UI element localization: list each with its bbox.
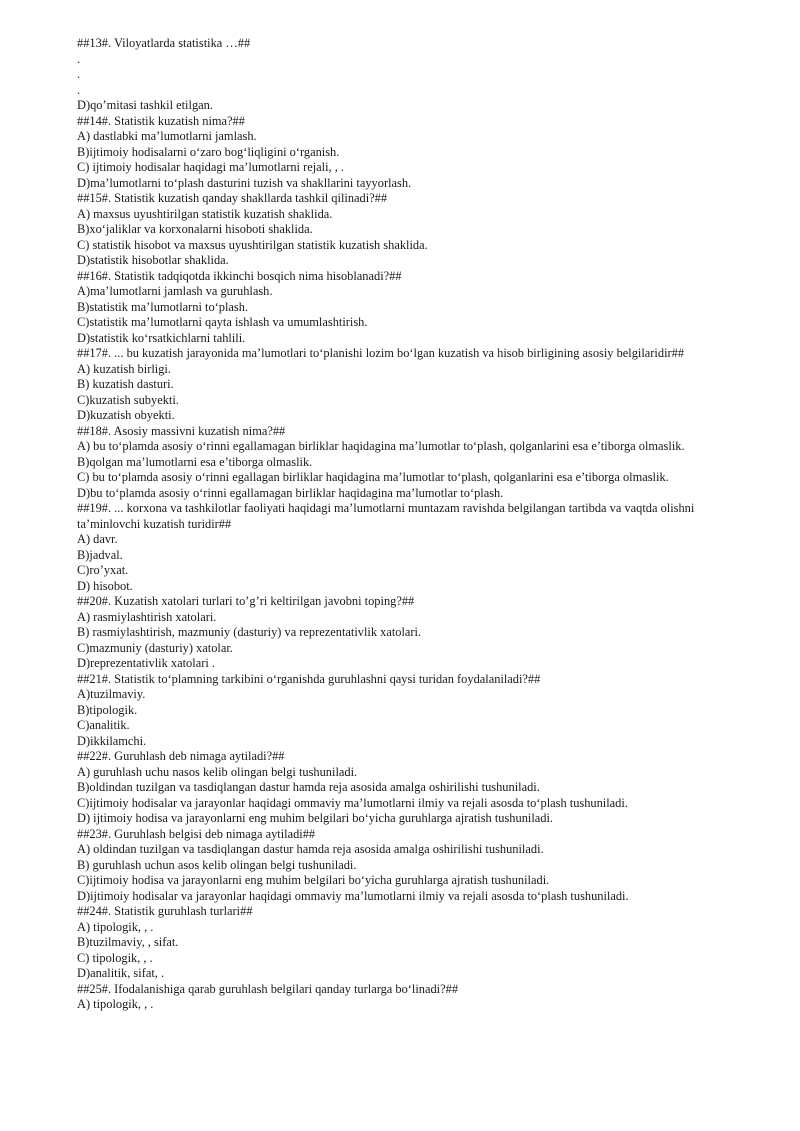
question-heading: ##14#. Statistik kuzatish nima?## [77, 113, 245, 128]
answer-option: B)jadval. [77, 547, 123, 562]
answer-option: B)qolgan ma’lumotlarni esa e’tiborga olmaslik. [77, 454, 313, 469]
question-heading: ##25#. Ifodalanishiga qarab guruhlash belgilari qanday turlarga bo‘linadi?## [77, 981, 459, 996]
answer-option: A)ma’lumotlarni jamlash va guruhlash. [77, 284, 273, 298]
question-heading: ##21#. Statistik to‘plamning tarkibini o‘rganishda guruhlashni qaysi turidan foydalaniladi?## [77, 671, 541, 686]
answer-option: C)ijtimoiy hodisa va jarayonlarni eng muhim belgilari bo‘yicha guruhlarga ajratish tushuniladi. [77, 873, 550, 887]
answer-option: C) bu to‘plamda asosiy o‘rinni egallagan birliklar haqidagina ma’lumotlar to‘plash, qolganlarini esa e’tiborga olmaslik. [77, 470, 669, 484]
answer-option: D)statistik hisobotlar shaklida. [77, 253, 229, 267]
answer-option: B) guruhlash uchun asos kelib olingan belgi tushuniladi. [77, 857, 357, 872]
answer-option: D)ikkilamchi. [77, 733, 147, 748]
answer-option: B)statistik ma’lumotlarni to‘plash. [77, 299, 249, 314]
answer-option: A) kuzatish birligi. [77, 361, 171, 376]
answer-option: B) kuzatish dasturi. [77, 377, 174, 391]
answer-option: D)ma’lumotlarni to‘plash dasturini tuzish va shakllarini tayyorlash. [77, 175, 412, 190]
answer-option: C) ijtimoiy hodisalar haqidagi ma’lumotlarni rejali, , . [77, 160, 345, 174]
ellipsis-dot: . [77, 67, 81, 81]
question-heading: ##22#. Guruhlash deb nimaga aytiladi?## [77, 749, 285, 763]
answer-option: D) ijtimoiy hodisa va jarayonlarni eng muhim belgilari bo‘yicha guruhlarga ajratish tushuniladi. [77, 811, 554, 825]
answer-option: B)oldindan tuzilgan va tasdiqlangan dastur hamda reja asosida amalga oshirilishi tushuniladi. [77, 780, 540, 794]
answer-option: A)tuzilmaviy. [77, 687, 146, 701]
answer-option: B)tuzilmaviy, , sifat. [77, 935, 179, 949]
question-heading: ##13#. Viloyatlarda statistika …## [77, 36, 251, 50]
document-page [77, 36, 737, 1013]
answer-option: D) hisobot. [77, 578, 133, 593]
question-heading: ##18#. Asosiy massivni kuzatish nima?## [77, 423, 286, 438]
answer-option: A) oldindan tuzilgan va tasdiqlangan dastur hamda reja asosida amalga oshirilishi tushuniladi. [77, 842, 544, 856]
answer-option: A) tipologik, , . [77, 919, 154, 934]
question-heading: ##17#. ... bu kuzatish jarayonida ma’lumotlari to‘planishi lozim bo‘lgan kuzatish va hisob birligining asosiy belgilaridir## [77, 346, 685, 360]
answer-option: A) davr. [77, 532, 118, 546]
answer-option: C) statistik hisobot va maxsus uyushtirilgan statistik kuzatish shaklida. [77, 237, 428, 252]
question-heading: ##16#. Statistik tadqiqotda ikkinchi bosqich nima hisoblanadi?## [77, 268, 402, 283]
answer-option: C)ijtimoiy hodisalar va jarayonlar haqidagi ommaviy ma’lumotlarni ilmiy va rejali asosda to‘plash tushuniladi. [77, 795, 628, 810]
answer-option: B)ijtimoiy hodisalarni o‘zaro bog‘liqligini o‘rganish. [77, 144, 340, 159]
answer-option: C)statistik ma’lumotlarni qayta ishlash va umumlashtirish. [77, 315, 368, 329]
answer-option: C)analitik. [77, 718, 130, 732]
question-heading: ##24#. Statistik guruhlash turlari## [77, 904, 253, 918]
answer-option: D)analitik, sifat, . [77, 966, 165, 980]
answer-option: D)kuzatish obyekti. [77, 408, 175, 422]
answer-option: C)kuzatish subyekti. [77, 392, 179, 407]
answer-option: A) dastlabki ma’lumotlarni jamlash. [77, 129, 257, 143]
question-heading: ##15#. Statistik kuzatish qanday shakllarda tashkil qilinadi?## [77, 191, 388, 205]
ellipsis-dot: . [77, 51, 81, 66]
answer-option: D)reprezentativlik xatolari . [77, 656, 215, 670]
answer-option: B) rasmiylashtirish, mazmuniy (dasturiy) va reprezentativlik xatolari. [77, 625, 422, 639]
answer-option: A) rasmiylashtirish xatolari. [77, 609, 217, 624]
answer-option: B)tipologik. [77, 702, 138, 717]
answer-option: A) bu to‘plamda asosiy o‘rinni egallamagan birliklar haqidagina ma’lumotlar to‘plash, qolganlarini esa e’tiborga olmaslik. [77, 439, 685, 453]
answer-option: D)bu to‘plamda asosiy o‘rinni egallamagan birliklar haqidagina ma’lumotlar to‘plash. [77, 485, 504, 500]
answer-option: A) guruhlash uchu nasos kelib olingan belgi tushuniladi. [77, 764, 358, 779]
answer-option: C) tipologik, , . [77, 950, 153, 965]
question-heading: ##19#. ... korxona va tashkilotlar faoliyati haqidagi ma’lumotlarni muntazam ravishda belgilangan tartibda va vaqtda olishni ta’minlovchi kuzatish turidir## [77, 501, 695, 531]
answer-option: A) maxsus uyushtirilgan statistik kuzatish shaklida. [77, 206, 333, 221]
answer-option: D)ijtimoiy hodisalar va jarayonlar haqidagi ommaviy ma’lumotlarni ilmiy va rejali asosda to‘plash tushuniladi. [77, 888, 629, 903]
ellipsis-dot: . [77, 82, 81, 97]
question-heading: ##23#. Guruhlash belgisi deb nimaga aytiladi## [77, 826, 316, 841]
answer-option: C)ro’yxat. [77, 563, 129, 577]
answer-option: A) tipologik, , . [77, 997, 154, 1011]
answer-option: D)statistik ko‘rsatkichlarni tahlili. [77, 330, 246, 345]
question-heading: ##20#. Kuzatish xatolari turlari to’g’ri keltirilgan javobni toping?## [77, 594, 415, 608]
answer-option: C)mazmuniy (dasturiy) xatolar. [77, 640, 233, 655]
answer-option: B)xo‘jaliklar va korxonalarni hisoboti shaklida. [77, 222, 313, 236]
answer-option: D)qo’mitasi tashkil etilgan. [77, 98, 213, 112]
